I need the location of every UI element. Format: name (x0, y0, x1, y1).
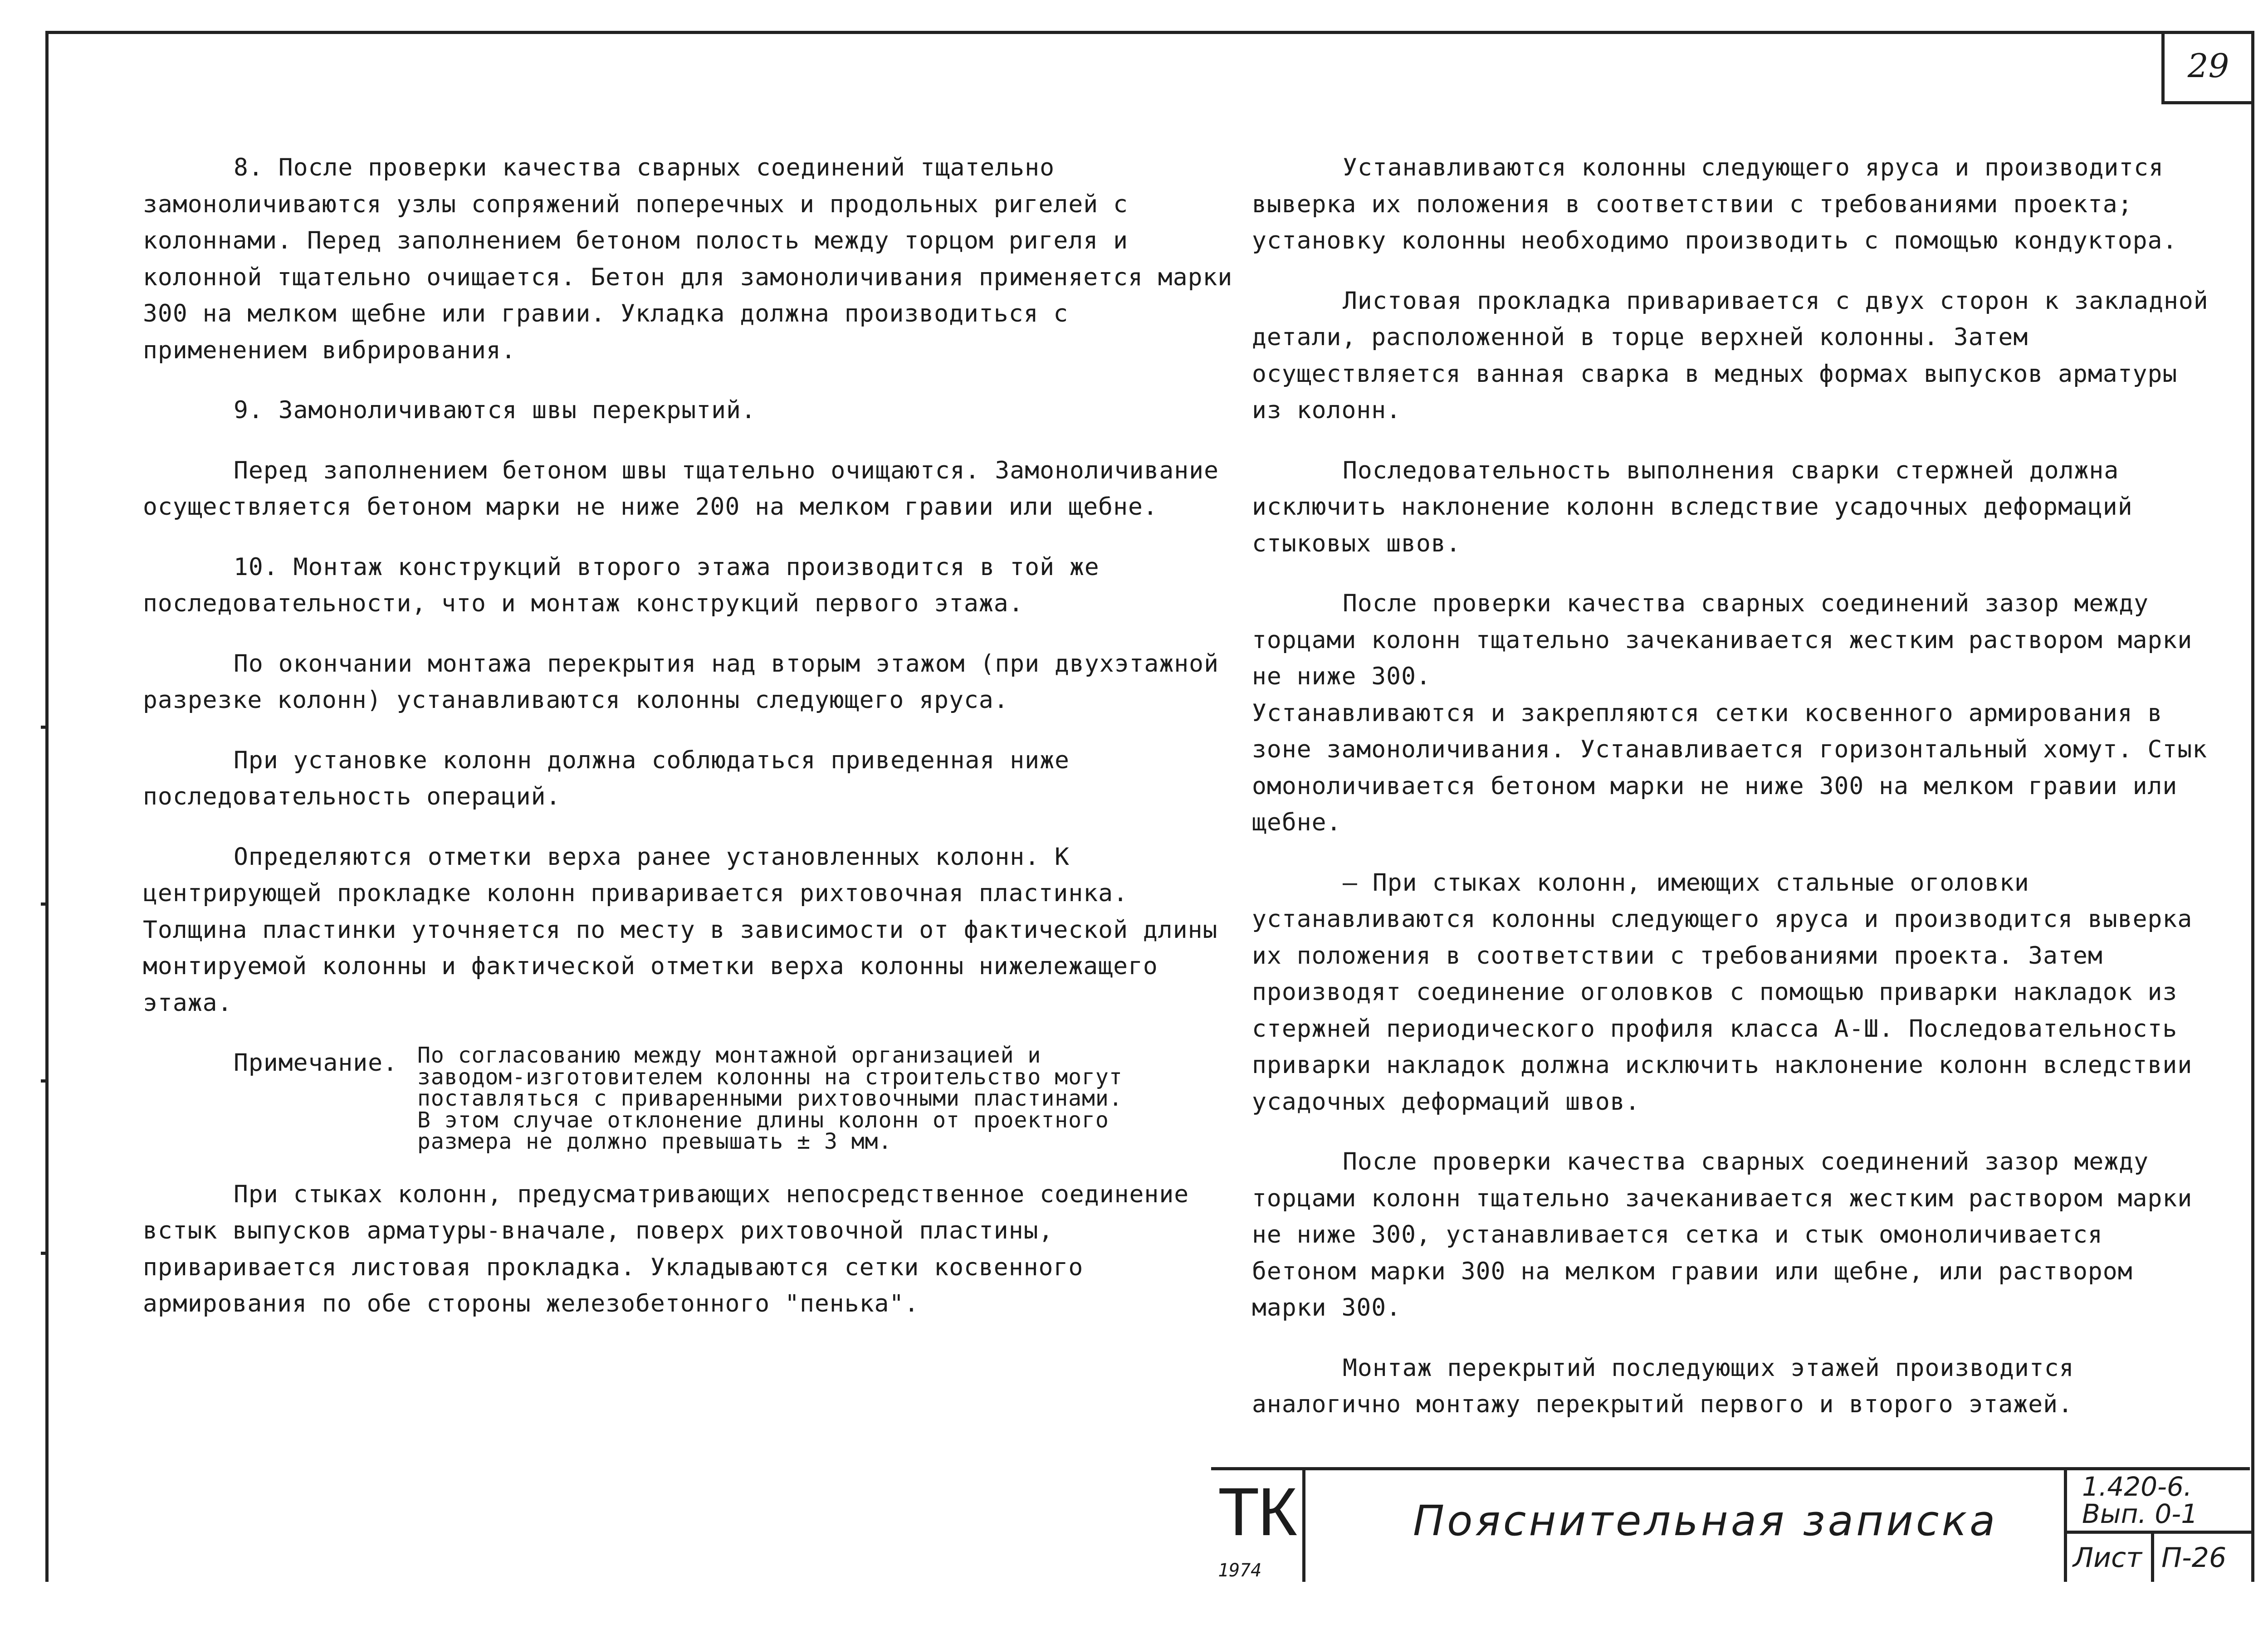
paragraph-r1: Устанавливаются колонны следующего яруса и производится выверка их положения в соответствии с требованиями проекта; установку колонны необходимо производить с помощью кондуктора. (1252, 154, 2178, 254)
paragraph-12: При установке колонн должна соблюдаться приведенная ниже последовательность операций. (143, 746, 1070, 810)
stamp-code (2082, 1473, 2198, 1527)
stamp-title: Пояснительная записка (1413, 1497, 1998, 1545)
margin-tick (41, 726, 45, 729)
page-number: 29 (2161, 34, 2252, 104)
paragraph-r4b: Устанавливаются и закрепляются сетки косвенного армирования в зоне замоноличивания. Устанавливается горизонтальный хомут. Стык омоноличивается бетоном марки не ниже 300 на мелком гравии или щебне. (1252, 699, 2208, 836)
paragraph-r3: Последовательность выполнения сварки стержней должна исключить наклонение колонн вследствие усадочных деформаций стыковых швов. (1252, 456, 2133, 557)
paragraph-8: 8. После проверки качества сварных соединений тщательно замоноличиваются узлы сопряжений поперечных и продольных ригелей с колоннами. Перед заполнением бетоном полость между торцом ригеля и колонной тщательно очищается. Бетон для замоноличивания применяется марки 300 на мелком щебне или гравии. Укладка должна производиться с применением вибрирования. (143, 154, 1233, 364)
note (143, 1045, 1241, 1153)
stamp-code-number: 1.420-6. (2082, 1471, 2192, 1502)
stamp-tk: ТК (1218, 1473, 1296, 1550)
note-text: По согласованию между монтажной организацией и заводом-изготовителем колонны на строительство могут поставляться с приваренными рихтовочными пластинами. В этом случае отклонение длины колонн от проектного размера не должно превышать ± 3 мм. (417, 1043, 1123, 1154)
note-label: Примечание. (234, 1049, 398, 1077)
stamp-border (1211, 1467, 2250, 1470)
paragraph-14: При стыках колонн, предусматривающих непосредственное соединение встык выпусков арматуры-вначале, поверх рихтовочной пластины, приваривается листовая прокладка. Укладываются сетки косвенного армирования по обе стороны железобетонного "пенька". (143, 1180, 1189, 1317)
paragraph-9b: Перед заполнением бетоном швы тщательно очищаются. Замоноличивание осуществляется бетоном марки не ниже 200 на мелком гравии или щебне. (143, 456, 1219, 521)
paragraph-9: 9. Замоноличиваются швы перекрытий. (234, 396, 756, 424)
margin-tick (41, 1079, 45, 1083)
paragraph-r6: После проверки качества сварных соединений зазор между торцами колонн тщательно зачеканивается жестким раствором марки не ниже 300, устанавливается сетка и стык омоноличивается бетоном марки 300 на мелком гравии или щебне, или раствором марки 300. (1252, 1148, 2193, 1322)
paragraph-11: По окончании монтажа перекрытия над вторым этажом (при двухэтажной разрезке колонн) устанавливаются колонны следующего яруса. (143, 649, 1219, 714)
paragraph-10: 10. Монтаж конструкций второго этажа производится в той же последовательности, что и монтаж конструкций первого этажа. (143, 553, 1100, 617)
stamp-divider-vertical (2151, 1531, 2154, 1582)
paragraph-r4: После проверки качества сварных соединений зазор между торцами колонн тщательно зачеканивается жестким раствором марки не ниже 300. (1252, 590, 2193, 690)
right-column (1252, 150, 2214, 1423)
stamp-issue: Вып. 0-1 (2082, 1498, 2198, 1529)
stamp-year: 1974 (1218, 1560, 1262, 1581)
paragraph-r5: — При стыках колонн, имеющих стальные оголовки устанавливаются колонны следующего яруса и производится выверка их положения в соответствии с требованиями проекта. Затем производят соединение оголовков с помощью приварки накладок из стержней периодического профиля класса А-Ш. Последовательность приварки накладок должна исключить наклонение колонн вследствии усадочных деформаций швов. (1252, 868, 2193, 1116)
stamp-sheet-label: Лист (2073, 1542, 2142, 1574)
stamp-sheet-number: П-26 (2161, 1542, 2227, 1574)
stamp-divider (2064, 1531, 2254, 1534)
paragraph-r2: Листовая прокладка приваривается с двух сторон к закладной детали, расположенной в торце верхней колонны. Затем осуществляется ванная сварка в медных формах выпусков арматуры из колонн. (1252, 287, 2209, 424)
margin-tick (41, 1252, 45, 1255)
paragraph-r7: Монтаж перекрытий последующих этажей производится аналогично монтажу перекрытий первого и второго этажей. (1252, 1354, 2074, 1418)
left-column (143, 150, 1241, 1322)
margin-tick (41, 902, 45, 906)
paragraph-13: Определяются отметки верха ранее установленных колонн. К центрирующей прокладке колонн приваривается рихтовочная пластинка. Толщина пластинки уточняется по месту в зависимости от фактической длины монтируемой колонны и фактической отметки верха колонны нижележащего этажа. (143, 843, 1218, 1017)
